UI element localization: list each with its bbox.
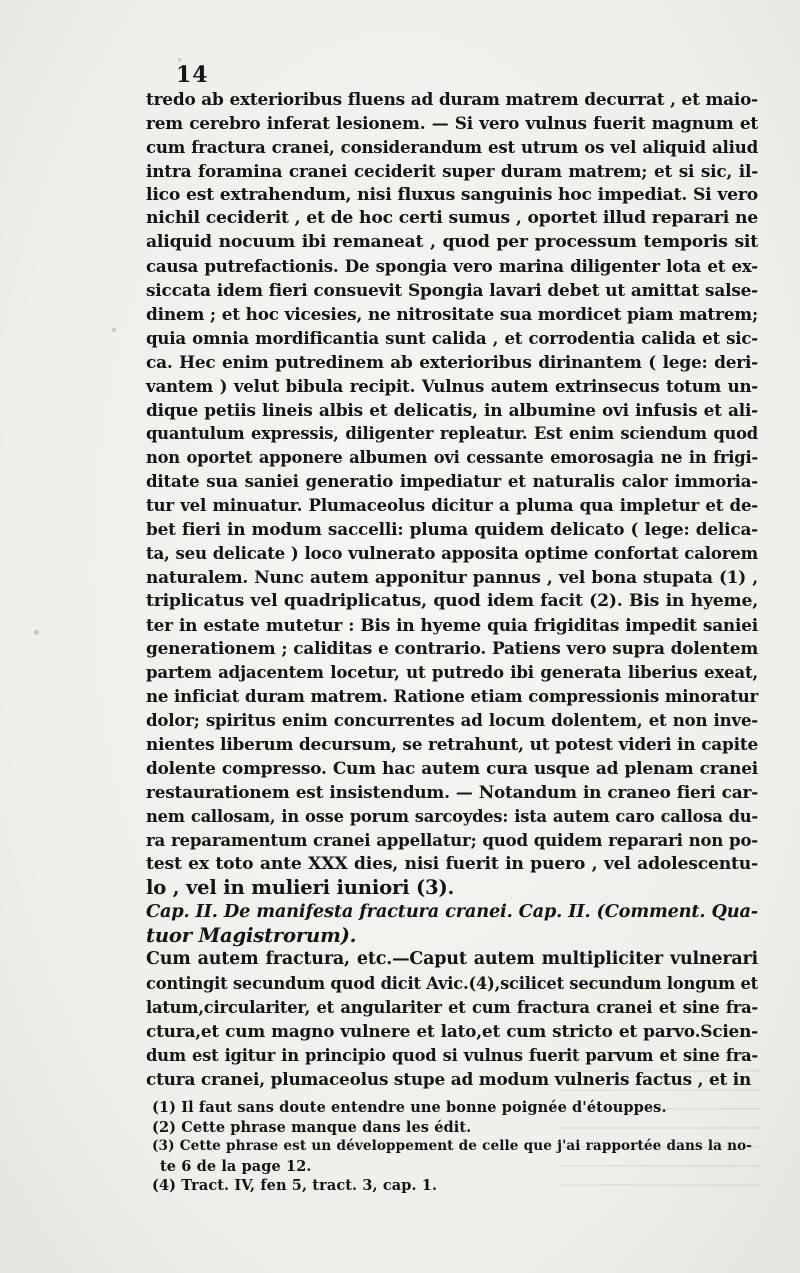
text-line: quia omnia mordificantia sunt calida , et corrodentia calida et sic-: [146, 327, 758, 348]
text-line: tur vel minuatur. Plumaceolus dicitur a pluma qua impletur et de-: [146, 495, 758, 516]
text-line: rem cerebro inferat lesionem. — Si vero vulnus fuerit magnum et: [146, 112, 758, 133]
text-line: aliquid nocuum ibi remaneat , quod per processum temporis sit: [146, 232, 758, 253]
text-line: dique petiis lineis albis et delicatis, in albumine ovi infusis et ali-: [146, 399, 758, 420]
text-line: intra foramina cranei ceciderit super duram matrem; et si sic, il-: [146, 160, 758, 181]
text-line: dolente compresso. Cum hac autem cura usque ad plenam cranei: [146, 757, 758, 778]
text-line: restaurationem est insistendum. — Notandum in craneo fieri car-: [146, 781, 758, 802]
text-line: non oportet apponere albumen ovi cessante emorosagia ne in frigi-: [146, 448, 758, 468]
footnotes: [152, 1098, 752, 1196]
body-text: [146, 88, 758, 1091]
text-line: ter in estate mutetur : Bis in hyeme quia frigiditas impedit saniei: [146, 614, 758, 635]
text-line: cum fractura cranei, considerandum est utrum os vel aliquid aliud: [146, 136, 758, 157]
paper-speck: [178, 58, 181, 61]
text-line: generationem ; caliditas e contrario. Patiens vero supra dolentem: [146, 638, 758, 659]
text-line: ta, seu delicate ) loco vulnerato apposita optime confortat calorem: [146, 542, 758, 563]
page-number: 14: [176, 62, 209, 88]
text-line: contingit secundum quod dicit Avic.(4),scilicet secundum longum et: [146, 973, 758, 993]
text-line: naturalem. Nunc autem apponitur pannus , vel bona stupata (1) ,: [146, 566, 758, 587]
text-line: dum est igitur in principio quod si vulnus fuerit parvum et sine fra-: [146, 1045, 758, 1065]
text-line: lico est extrahendum, nisi fluxus sanguinis hoc impediat. Si vero: [146, 184, 758, 205]
footnote: (1) Il faut sans doute entendre une bonne poignée d'étouppes.: [152, 1099, 667, 1116]
text-line: triplicatus vel quadriplicatus, quod idem facit (2). Bis in hyeme,: [146, 590, 758, 611]
text-line: ra reparamentum cranei appellatur; quod quidem reparari non po-: [146, 829, 758, 850]
text-line: ctura cranei, plumaceolus stupe ad modum vulneris factus , et in: [146, 1068, 752, 1089]
text-line: quantulum expressis, diligenter repleatur. Est enim sciendum quod: [146, 424, 758, 444]
text-line: ditate sua saniei generatio impediatur et naturalis calor immoria-: [146, 471, 758, 492]
text-line: nientes liberum decursum, se retrahunt, ut potest videri in capite: [146, 734, 758, 755]
footnote: te 6 de la page 12.: [160, 1157, 312, 1175]
text-line: dolor; spiritus enim concurrentes ad locum dolentem, et non inve-: [146, 710, 758, 731]
text-line: causa putrefactionis. De spongia vero marina diligenter lota et ex-: [146, 256, 758, 277]
text-line: siccata idem fieri consuevit Spongia lavari debet ut amittat salse-: [146, 280, 758, 301]
text-line: ctura,et cum magno vulnere et lato,et cum stricto et parvo.Scien-: [146, 1020, 758, 1041]
text-line: bet fieri in modum saccelli: pluma quidem delicato ( lege: delica-: [146, 519, 758, 540]
footnote: (4) Tract. IV, fen 5, tract. 3, cap. 1.: [152, 1177, 438, 1194]
text-line: latum,circulariter, et angulariter et cum fractura cranei et sine fra-: [146, 997, 758, 1017]
text-line: Cap. II. De manifesta fractura cranei. Cap. II. (Comment. Qua-: [146, 901, 758, 923]
text-line: test ex toto ante XXX dies, nisi fuerit in puero , vel adolescentu-: [146, 853, 758, 874]
text-line: nem callosam, in osse porum sarcoydes: ista autem caro callosa du-: [146, 806, 758, 826]
footnote: (3) Cette phrase est un développement de celle que j'ai rapportée dans la no-: [152, 1138, 752, 1154]
footnote: (2) Cette phrase manque dans les édit.: [152, 1118, 472, 1136]
text-line: Cum autem fractura, etc.—Caput autem multipliciter vulnerari: [146, 949, 758, 970]
text-line: ca. Hec enim putredinem ab exterioribus dirinantem ( lege: deri-: [146, 351, 758, 372]
text-line: tuor Magistrorum).: [146, 924, 357, 948]
text-line: dinem ; et hoc vicesies, ne nitrositate sua mordicet piam matrem;: [146, 304, 758, 325]
text-line: lo , vel in mulieri iuniori (3).: [146, 876, 455, 900]
text-line: vantem ) velut bibula recipit. Vulnus autem extrinsecus totum un-: [146, 375, 758, 396]
paper-speck: [34, 630, 39, 635]
text-line: ne inficiat duram matrem. Ratione etiam compressionis minoratur: [146, 686, 758, 707]
paper-speck: [112, 328, 116, 332]
text-line: partem adjacentem locetur, ut putredo ibi generata liberius exeat,: [146, 662, 758, 683]
text-line: tredo ab exterioribus fluens ad duram matrem decurrat , et maio-: [146, 89, 758, 109]
text-line: nichil ceciderit , et de hoc certi sumus , oportet illud reparari ne: [146, 208, 758, 229]
